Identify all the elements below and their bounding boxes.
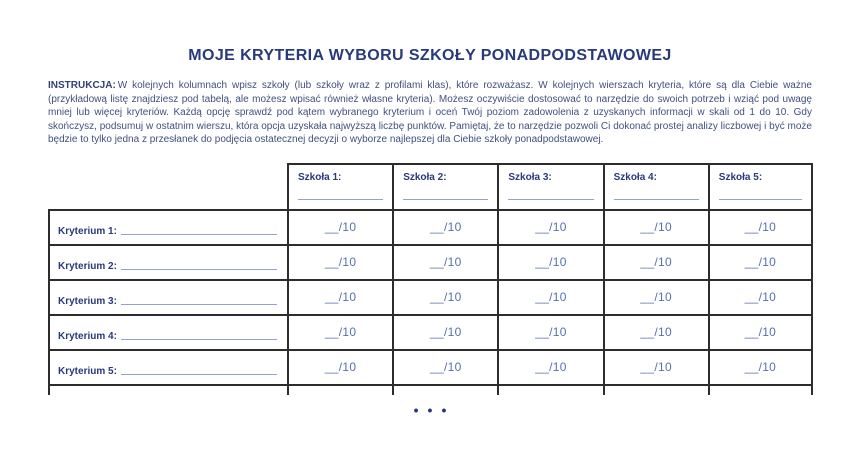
score-cell-r2-c1: __/10 xyxy=(287,244,392,279)
score-cell-r2-c2: __/10 xyxy=(392,244,497,279)
score-cell-r4-c3: __/10 xyxy=(497,314,602,349)
table-corner-cell xyxy=(48,163,287,209)
school-4-name-blank xyxy=(614,199,699,200)
score-cell-r4-c4: __/10 xyxy=(603,314,708,349)
criterion-row-2-label-cell xyxy=(48,244,287,279)
score-cell-r2-c4: __/10 xyxy=(603,244,708,279)
score-cell-r5-c4: __/10 xyxy=(603,349,708,384)
school-3-name-blank xyxy=(508,199,593,200)
partial-row-cell-4 xyxy=(603,384,708,395)
partial-row-cell-2 xyxy=(392,384,497,395)
score-cell-r3-c3: __/10 xyxy=(497,279,602,314)
column-header-school-4 xyxy=(603,163,708,209)
criterion-5-label: Kryterium 5: xyxy=(58,365,117,377)
criterion-row-4-label-cell xyxy=(48,314,287,349)
instructions-paragraph xyxy=(48,79,812,147)
criterion-3-name-blank xyxy=(121,304,277,305)
criterion-1-label: Kryterium 1: xyxy=(58,225,117,237)
school-4-label: Szkoła 4: xyxy=(613,171,657,183)
score-cell-r3-c4: __/10 xyxy=(603,279,708,314)
instructions-text: W kolejnych kolumnach wpisz szkoły (lub szkoły wraz z profilami klas), które rozważasz. W kolejnych wierszach kryteria, które są dla Ciebie ważne (przykładową listę znajdziesz pod tabelą, ale możesz wpisać również własne kryteria). Możesz oczywiście dostosować to narzędzie do swoich potrzeb i wziąć pod uwagę mniej lub więcej kryteriów. Każdą opcję sprawdź pod kątem wybranego kryterium i oceń Twój poziom zadowolenia z uzyskanych informacji w skali od 1 do 10. Gdy skończysz, podsumuj w ostatnim wierszu, która opcja uzyskała najwyższą liczbę punktów. Pamiętaj, że to narzędzie pozwoli Ci dokonać prostej analizy liczbowej i być może będzie to tylko jedna z przesłanek do podjęcia ostatecznej decyzji o wyborze najlepszej dla Ciebie szkoły ponadpodstawowej. xyxy=(48,80,812,146)
score-cell-r1-c1: __/10 xyxy=(287,209,392,244)
score-cell-r2-c5: __/10 xyxy=(708,244,813,279)
score-cell-r3-c2: __/10 xyxy=(392,279,497,314)
score-cell-r2-c3: __/10 xyxy=(497,244,602,279)
column-header-school-5 xyxy=(708,163,813,209)
score-cell-r3-c1: __/10 xyxy=(287,279,392,314)
school-3-label: Szkoła 3: xyxy=(508,171,552,183)
partial-row-cell-3 xyxy=(497,384,602,395)
criterion-1-name-blank xyxy=(121,234,277,235)
school-1-name-blank xyxy=(298,199,383,200)
score-cell-r1-c4: __/10 xyxy=(603,209,708,244)
criteria-score-table xyxy=(48,163,813,395)
criterion-row-3-label-cell xyxy=(48,279,287,314)
column-header-school-3 xyxy=(497,163,602,209)
school-5-label: Szkoła 5: xyxy=(718,171,763,183)
score-cell-r5-c1: __/10 xyxy=(287,349,392,384)
criterion-3-label: Kryterium 3: xyxy=(58,295,117,307)
score-cell-r4-c2: __/10 xyxy=(392,314,497,349)
score-cell-r5-c2: __/10 xyxy=(392,349,497,384)
criterion-2-name-blank xyxy=(121,269,277,270)
partial-row-cell-5 xyxy=(708,384,813,395)
column-header-school-2 xyxy=(392,163,497,209)
partial-row-cell-1 xyxy=(287,384,392,395)
score-cell-r1-c5: __/10 xyxy=(708,209,813,244)
instructions-label: INSTRUKCJA: xyxy=(48,80,116,91)
school-2-name-blank xyxy=(403,199,488,200)
score-cell-r1-c2: __/10 xyxy=(392,209,497,244)
criterion-5-name-blank xyxy=(121,374,277,375)
criterion-row-5-label-cell xyxy=(48,349,287,384)
school-5-name-blank xyxy=(719,199,802,200)
score-cell-r5-c3: __/10 xyxy=(497,349,602,384)
partial-row-label-cell xyxy=(48,384,287,395)
criterion-4-label: Kryterium 4: xyxy=(58,330,117,342)
criterion-2-label: Kryterium 2: xyxy=(58,260,117,272)
school-1-label: Szkoła 1: xyxy=(298,171,342,183)
column-header-school-1 xyxy=(287,163,392,209)
score-cell-r1-c3: __/10 xyxy=(497,209,602,244)
score-cell-r4-c1: __/10 xyxy=(287,314,392,349)
page-title: MOJE KRYTERIA WYBORU SZKOŁY PONADPODSTAWOWEJ xyxy=(188,47,672,64)
continuation-dots-icon: ••• xyxy=(413,401,456,418)
score-cell-r3-c5: __/10 xyxy=(708,279,813,314)
score-cell-r4-c5: __/10 xyxy=(708,314,813,349)
criterion-row-1-label-cell xyxy=(48,209,287,244)
school-2-label: Szkoła 2: xyxy=(403,171,447,183)
score-cell-r5-c5: __/10 xyxy=(708,349,813,384)
criterion-4-name-blank xyxy=(121,339,277,340)
